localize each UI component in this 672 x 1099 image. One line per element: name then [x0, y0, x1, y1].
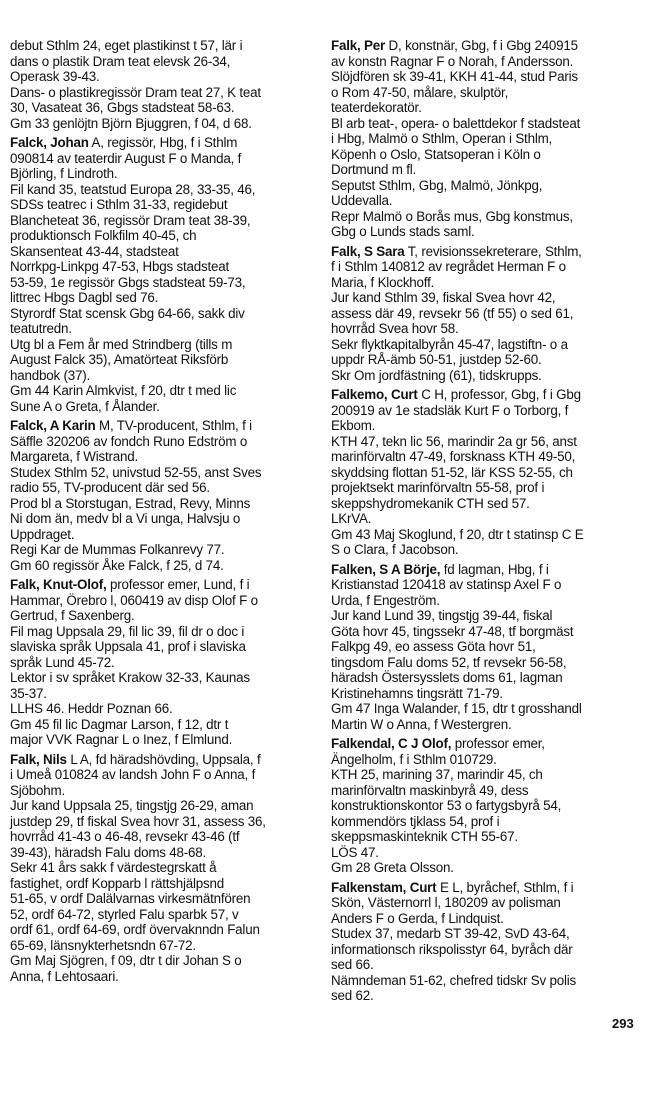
- entry-line: teatutredn.: [10, 321, 72, 336]
- entry-line: LKrVA.: [331, 511, 372, 526]
- entry-line: KTH 47, tekn lic 56, marindir 2a gr 56, anst: [331, 433, 577, 449]
- entry-line: Kristinehamns tingsrätt 71-79.: [331, 685, 503, 701]
- entry-line: Gm 60 regissör Åke Falck, f 25, d 74.: [10, 557, 224, 573]
- entry-line: A, regissör, Hbg, f i Sthlm: [88, 135, 238, 150]
- entry-line: kommendörs tjklass 54, prof i: [331, 813, 500, 829]
- biography-entry: [10, 752, 310, 985]
- entry-line: Jur kand Uppsala 25, tingstjg 26-29, aman: [10, 798, 254, 813]
- entry-line: Repr Malmö o Borås mus, Gbg konstmus,: [331, 208, 573, 224]
- entry-line: i Umeå 010824 av landsh John F o Anna, f: [10, 767, 256, 782]
- entry-line: Ni dom än, medv bl a Vi unga, Halvsju o: [10, 511, 241, 526]
- entry-line: sed 62.: [331, 988, 374, 1003]
- entry-line: Fil mag Uppsala 29, fil lic 39, fil dr o doc i: [10, 623, 245, 639]
- entry-lead-line: [10, 135, 310, 151]
- entry-lead-line: [10, 577, 310, 593]
- entry-line: Blancheteat 36, regissör Dram teat 38-39,: [10, 212, 251, 228]
- entry-line: 39-43), häradsh Falu doms 48-68.: [10, 844, 207, 860]
- entry-line: Maria, f Klockhoff.: [331, 274, 435, 290]
- entry-line: S o Clara, f Jacobson.: [331, 542, 459, 557]
- entry-lead-line: [10, 752, 310, 768]
- entry-line: Operask 39-43.: [10, 69, 100, 84]
- entry-line: Bl arb teat-, opera- o balettdekor f stadsteat: [331, 115, 581, 131]
- entry-line: Sekr flyktkapitalbyrån 45-47, lagstiftn- o a: [331, 336, 568, 352]
- entry-line: konstruktionskontor 53 o fartygsbyrå 54,: [331, 798, 562, 813]
- entry-line: ordf 61, ordf 64-69, ordf övervaknndn Falun: [10, 922, 260, 937]
- entry-line: produktionsch Folkfilm 40-45, ch: [10, 228, 197, 243]
- entry-line: Gbg o Lunds stads saml.: [331, 224, 475, 239]
- entry-line: Gm 33 genlöjtn Björn Bjuggren, f 04, d 68.: [10, 115, 252, 131]
- biography-entry: [10, 135, 310, 414]
- entry-line: Slöjdfören sk 39-41, KKH 41-44, stud Paris: [331, 69, 578, 84]
- entry-line: Sjöbohm.: [10, 782, 65, 798]
- entry-line: Kristianstad 120418 av statinsp Axel F o: [331, 577, 562, 592]
- entry-name: Falkenstam, Curt: [331, 879, 437, 895]
- biography-entry: [331, 38, 631, 240]
- entry-lead-line: [331, 562, 631, 578]
- entry-line: Studex 37, medarb ST 39-42, SvD 43-64,: [331, 926, 570, 941]
- entry-line: teaterdekoratör.: [331, 100, 422, 115]
- entry-line: professor emer, Lund, f i: [106, 577, 250, 592]
- entry-line: assess där 49, revsekr 56 (tf 55) o sed 61,: [331, 305, 574, 321]
- biography-entry: [331, 880, 631, 1004]
- entry-name: Falk, Per: [331, 38, 386, 53]
- entry-line: marinförvaltn 47-49, forsknass KTH 49-50,: [331, 449, 576, 464]
- entry-line: Styrordf Stat scensk Gbg 64-66, sakk div: [10, 305, 245, 321]
- entry-name: Falkemo, Curt: [331, 387, 418, 402]
- entry-line: Göta hovr 45, tingssekr 47-48, tf borgmäst: [331, 623, 574, 639]
- entry-line: Ängelholm, f i Sthlm 010729.: [331, 751, 497, 767]
- entry-line: informationsch rikspolisstyr 64, byråch där: [331, 941, 573, 957]
- entry-line: projektsekt marinförvaltn 55-58, prof i: [331, 480, 545, 495]
- entry-line: o Rom 47-50, målare, skulptör,: [331, 84, 509, 100]
- entry-line: 090814 av teaterdir August F o Manda, f: [10, 150, 242, 166]
- entry-name: Falkendal, C J Olof,: [331, 736, 452, 751]
- biography-entry: [10, 577, 310, 748]
- entry-line: Skön, Västernorrl l, 180209 av polisman: [331, 895, 561, 910]
- entry-name: Falken, S A Börje,: [331, 561, 441, 577]
- entry-line: Dortmund m fl.: [331, 162, 417, 177]
- entry-line: hovrråd Svea hovr 58.: [331, 321, 459, 336]
- biography-entry: [10, 38, 310, 131]
- entry-lead-line: [331, 736, 631, 752]
- entry-line: tingsdom Falu doms 52, tf revsekr 56-58,: [331, 654, 567, 670]
- entry-line: Nämndeman 51-62, chefred tidskr Sv polis: [331, 972, 577, 988]
- entry-line: Jur kand Sthlm 39, fiskal Svea hovr 42,: [331, 290, 556, 305]
- entry-line: Dans- o plastikregissör Dram teat 27, K teat: [10, 84, 261, 100]
- entry-lead-line: [331, 880, 631, 896]
- entry-line: av konstn Ragnar F o Norah, f Andersson.: [331, 53, 574, 69]
- biography-entry: [331, 387, 631, 558]
- biography-entry: [331, 244, 631, 384]
- entry-line: fastighet, ordf Kopparb l rättshjälpsnd: [10, 875, 225, 891]
- entry-lead-line: [331, 38, 631, 54]
- entry-line: slaviska språk Uppsala 41, prof i slaviska: [10, 639, 246, 654]
- entry-line: 65-69, länsnykterhetsndn 67-72.: [10, 937, 196, 953]
- entry-line: Gm Maj Sjögren, f 09, dtr t dir Johan S o: [10, 953, 242, 968]
- entry-line: Uddevalla.: [331, 193, 393, 208]
- entry-line: 51-65, v ordf Dalälvarnas virkesmätnfören: [10, 891, 251, 906]
- entry-name: Falk, S Sara: [331, 243, 405, 259]
- entry-lead-line: [331, 244, 631, 260]
- entry-line: T, revisionssekreterare, Sthlm,: [404, 243, 582, 259]
- entry-line: 200919 av 1e stadsläk Kurt F o Torborg, f: [331, 402, 569, 418]
- entry-line: August Falck 35), Amatörteat Riksförb: [10, 352, 229, 367]
- entry-line: skyddsing flottan 51-52, lär KSS 52-55, ch: [331, 464, 573, 480]
- entry-line: Gm 47 Inga Walander, f 15, dtr t grosshandl: [331, 701, 582, 716]
- entry-line: E L, byråchef, Sthlm, f i: [436, 879, 574, 895]
- entry-line: KTH 25, marining 37, marindir 45, ch: [331, 767, 543, 782]
- entry-line: Utg bl a Fem år med Strindberg (tills m: [10, 336, 233, 352]
- entry-line: Gertrud, f Saxenberg.: [10, 608, 135, 623]
- entry-line: major VVK Ragnar L o Inez, f Elmlund.: [10, 732, 233, 747]
- entry-line: M, TV-producent, Sthlm, f i: [95, 418, 252, 433]
- entry-line: Uppdraget.: [10, 526, 75, 542]
- entry-line: littrec Hbgs Dagbl sed 76.: [10, 290, 159, 305]
- entry-name: Falk, Nils: [10, 751, 67, 767]
- entry-line: f i Sthlm 140812 av regrådet Herman F o: [331, 259, 566, 274]
- entry-line: radio 55, TV-producent där sed 56.: [10, 480, 210, 495]
- entry-line: LÖS 47.: [331, 844, 379, 860]
- entry-line: Gm 28 Greta Olsson.: [331, 860, 454, 875]
- entry-line: Gm 44 Karin Almkvist, f 20, dtr t med lic: [10, 383, 237, 398]
- entry-line: Anna, f Lehtosaari.: [10, 968, 119, 984]
- entry-line: marinförvaltn maskinbyrå 49, dess: [331, 782, 529, 798]
- entry-line: fd lagman, Hbg, f i: [440, 561, 549, 577]
- entry-line: professor emer,: [451, 736, 545, 751]
- entry-line: L A, fd häradshövding, Uppsala, f: [66, 751, 261, 767]
- entry-line: uppdr RÅ-ämb 50-51, justdep 52-60.: [331, 352, 542, 367]
- entry-line: LLHS 46. Heddr Poznan 66.: [10, 701, 173, 716]
- entry-line: Gm 43 Maj Skoglund, f 20, dtr t statinsp C E: [331, 526, 584, 542]
- entry-line: Sekr 41 års sakk f värdestegrskatt å: [10, 860, 217, 875]
- entry-line: Ekbom.: [331, 418, 376, 433]
- entry-line: Fil kand 35, teatstud Europa 28, 33-35, 46,: [10, 181, 256, 197]
- entry-line: Köpenh o Oslo, Statsoperan i Köln o: [331, 146, 541, 162]
- entry-line: Norrkpg-Linkpg 47-53, Hbgs stadsteat: [10, 259, 230, 274]
- entry-line: 52, ordf 64-72, styrled Falu sparbk 57, v: [10, 906, 239, 922]
- entry-name: Falk, Knut-Olof,: [10, 577, 107, 592]
- entry-line: Regi Kar de Mummas Folkanrevy 77.: [10, 542, 225, 557]
- entry-line: Säffle 320206 av fondch Runo Edström o: [10, 433, 248, 449]
- biography-entry: [331, 562, 631, 733]
- entry-line: Urda, f Engeström.: [331, 592, 440, 608]
- entry-line: skeppshydromekanik CTH sed 57.: [331, 495, 530, 511]
- entry-line: Studex Sthlm 52, univstud 52-55, anst Sves: [10, 464, 262, 480]
- entry-line: sed 66.: [331, 957, 374, 972]
- entry-line: D, konstnär, Gbg, f i Gbg 240915: [385, 38, 578, 53]
- right-column: [331, 38, 631, 1008]
- entry-line: Margareta, f Wistrand.: [10, 449, 139, 464]
- entry-line: Sune A o Greta, f Ålander.: [10, 398, 160, 414]
- entry-line: 30, Vasateat 36, Gbgs stadsteat 58-63.: [10, 100, 235, 115]
- entry-line: Martin W o Anna, f Westergren.: [331, 716, 512, 732]
- entry-line: Falkpg 49, eo assess Göta hovr 51,: [331, 639, 536, 654]
- entry-line: Gm 45 fil lic Dagmar Larson, f 12, dtr t: [10, 716, 229, 732]
- entry-line: Hammar, Örebro l, 060419 av disp Olof F o: [10, 592, 258, 608]
- entry-line: handbok (37).: [10, 367, 91, 383]
- entry-line: Björling, f Lindroth.: [10, 166, 118, 181]
- entry-line: C H, professor, Gbg, f i Gbg: [417, 387, 581, 402]
- biography-entry: [331, 736, 631, 876]
- entry-line: Lektor i sv språket Krakow 32-33, Kaunas: [10, 670, 250, 685]
- entry-lead-line: [331, 387, 631, 403]
- entry-line: 35-37.: [10, 685, 47, 701]
- entry-line: i Hbg, Malmö o Sthlm, Operan i Sthlm,: [331, 131, 553, 146]
- entry-line: Skr Om jordfästning (61), tidskrupps.: [331, 367, 542, 383]
- entry-line: justdep 29, tf fiskal Svea hovr 31, assess 36,: [10, 813, 266, 829]
- entry-line: dans o plastik Dram teat elevsk 26-34,: [10, 53, 231, 69]
- entry-line: språk Lund 45-72.: [10, 654, 115, 670]
- left-column: [10, 38, 310, 988]
- entry-line: debut Sthlm 24, eget plastikinst t 57, lär i: [10, 38, 243, 53]
- entry-line: 53-59, 1e regissör Gbgs stadsteat 59-73,: [10, 274, 246, 290]
- entry-line: Jur kand Lund 39, tingstjg 39-44, fiskal: [331, 608, 553, 623]
- entry-line: Anders F o Gerda, f Lindquist.: [331, 910, 504, 926]
- entry-line: häradsh Östersysslets doms 61, lagman: [331, 670, 563, 685]
- biography-entry: [10, 418, 310, 573]
- entry-line: Prod bl a Storstugan, Estrad, Revy, Minns: [10, 495, 251, 511]
- entry-name: Falck, A Karin: [10, 418, 96, 433]
- page-number: 293: [612, 1016, 634, 1031]
- entry-line: Seputst Sthlm, Gbg, Malmö, Jönkpg,: [331, 177, 543, 193]
- entry-lead-line: [10, 418, 310, 434]
- entry-line: Skansenteat 43-44, stadsteat: [10, 243, 179, 259]
- entry-line: SDSs teatrec i Sthlm 31-33, regidebut: [10, 197, 228, 212]
- entry-name: Falck, Johan: [10, 135, 89, 150]
- entry-line: hovrråd 41-43 o 46-48, revsekr 43-46 (tf: [10, 829, 240, 844]
- entry-line: skeppsmaskinteknik CTH 55-67.: [331, 829, 518, 844]
